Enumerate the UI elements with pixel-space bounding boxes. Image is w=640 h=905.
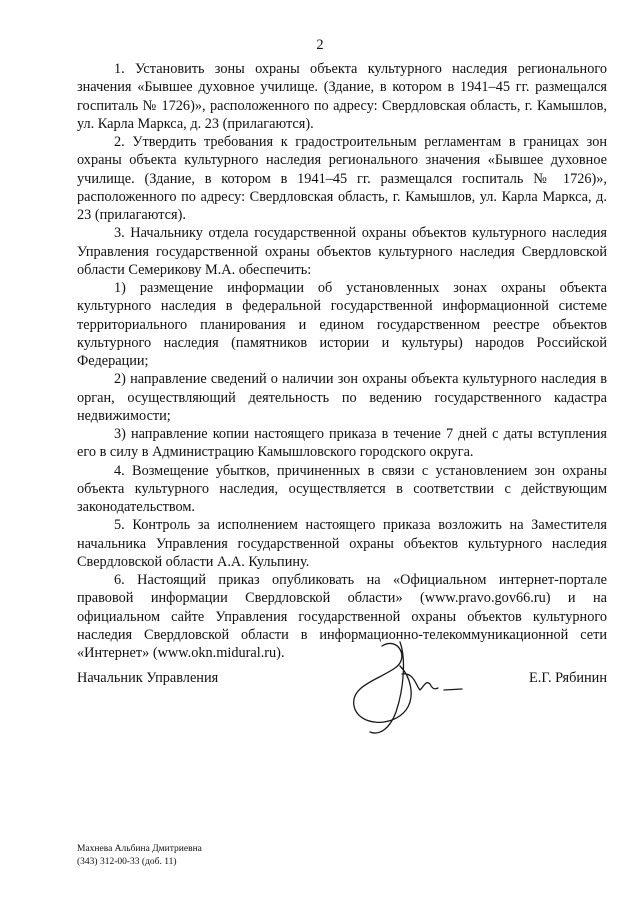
subitem-3-paragraph: 3) направление копии настоящего приказа в течение 7 дней с даты вступления его в силу в Администрацию Камышловского городского округа. (77, 426, 607, 461)
item-4-paragraph: 4. Возмещение убытков, причиненных в связи с установлением зон охраны объекта культурного наследия, осуществляется в соответствии с действующим законодательством. (77, 462, 607, 515)
subitem-2-paragraph: 2) направление сведений о наличии зон охраны объекта культурного наследия в орган, осуществляющий деятельность по ведению государственного кадастра недвижимости; (77, 371, 607, 424)
executor-footer (77, 843, 377, 868)
subitem-1-paragraph: 1) размещение информации об установленных зонах охраны объекта культурного наследия в федеральной государственной информационной системе территориального планирования и едином государственном реестре объектов культурного наследия (памятников истории и культуры) народов Российской Федерации; (77, 280, 607, 369)
signatory-title: Начальник Управления (77, 670, 219, 686)
signature-row (77, 669, 607, 689)
executor-phone: (343) 312-00-33 (доб. 11) (77, 856, 177, 867)
executor-name: Махнева Альбина Дмитриевна (77, 844, 202, 854)
item-1-paragraph: 1. Установить зоны охраны объекта культурного наследия регионального значения «Бывшее духовное училище. (Здание, в котором в 1941–45 гг. размещался госпиталь № 1726)», расположенного по адресу: Свердловская область, г. Камышлов, ул. Карла Маркса, д. 23 (прилагаются). (77, 61, 607, 132)
order-body (77, 60, 607, 662)
page-number: 2 (316, 37, 324, 53)
signatory-name: Е.Г. Рябинин (529, 670, 607, 686)
item-3-paragraph: 3. Начальнику отдела государственной охраны объектов культурного наследия Управления государственной охраны объектов культурного наследия Свердловской области Семерикову М.А. обеспечить: (77, 225, 607, 278)
item-2-paragraph: 2. Утвердить требования к градостроительным регламентам в границах зон охраны объекта культурного наследия регионального значения «Бывшее духовное училище. (Здание, в котором в 1941–45 гг. размещался госпиталь № 1726)», расположенного по адресу: Свердловская область, г. Камышлов, ул. Карла Маркса, д. 23 (прилагаются). (77, 134, 607, 223)
item-6-paragraph: 6. Настоящий приказ опубликовать на «Официальном интернет-портале правовой информации Свердловской области» (www.pravo.gov66.ru) и на официальном сайте Управления государственной охраны объектов культурного наследия Свердловской области в информационно-телекоммуникационной сети «Интернет» (www.okn.midural.ru). (77, 572, 607, 661)
item-5-paragraph: 5. Контроль за исполнением настоящего приказа возложить на Заместителя начальника Управления государственной охраны объектов культурного наследия Свердловской области А.А. Кульпину. (77, 517, 607, 570)
